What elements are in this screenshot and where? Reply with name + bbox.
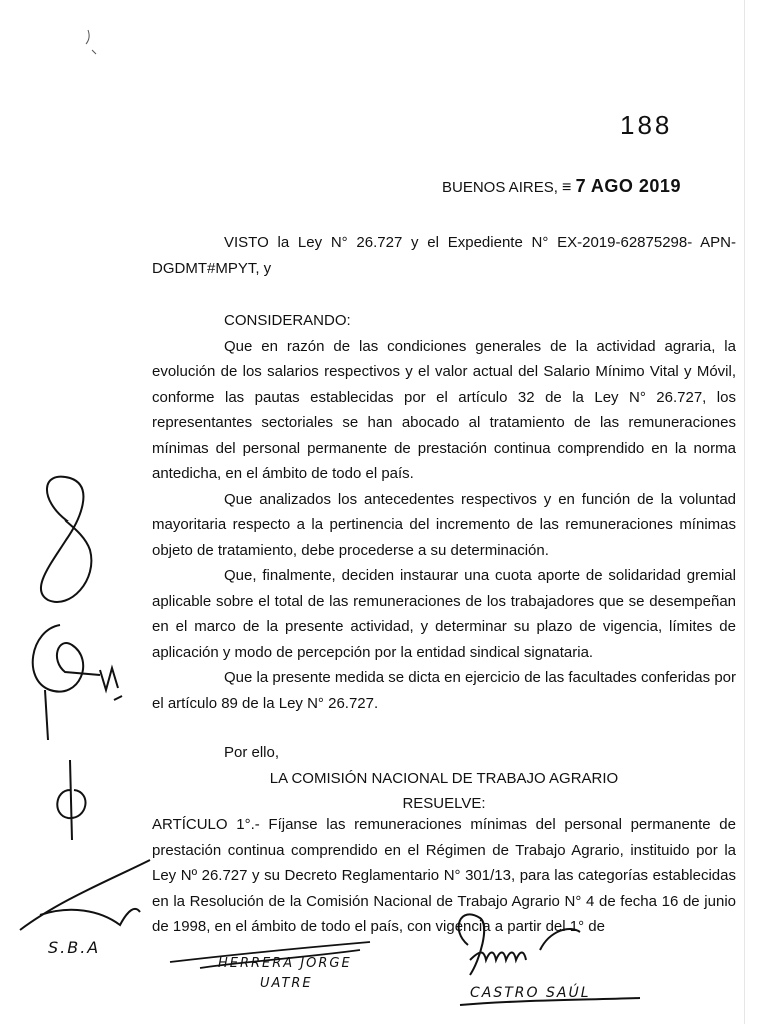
considerando-section [152,308,736,716]
resuelve-heading: RESUELVE: [402,795,486,812]
articulo-1-section [152,812,736,940]
scan-edge-line [744,0,745,1024]
resolution-number: 188 [620,110,673,140]
considerando-paragraph-4: Que la presente medida se dicta en ejercicio de las facultades conferidas por el artículo 89 de la Ley N° 26.727. [152,669,736,712]
visto-paragraph: VISTO la Ley N° 26.727 y el Expediente N° EX-2019-62875298- APN-DGDMT#MPYT, y [152,234,736,277]
signature-1-affiliation: UATRE [260,976,313,991]
signature-2-name: CASTRO SAÚL [470,985,591,1001]
signature-loop-left [33,625,122,740]
resolution-section [152,740,736,817]
stamp-mark: ≡ [562,179,572,196]
signature-phi-mark [57,760,85,840]
considerando-heading: CONSIDERANDO: [224,312,351,329]
scan-speck-mark [86,30,96,54]
visto-section [152,230,736,281]
authority-heading: LA COMISIÓN NACIONAL DE TRABAJO AGRARIO [269,769,619,787]
articulo-1-text: ARTÍCULO 1°.- Fíjanse las remuneraciones mínimas del personal permanente de prestación continua comprendido en el Régimen de Trabajo Agrario, instituido por la Ley Nº 26.727 y su Decreto Reglamentario N° 301/13, para las categorías establecidas en la Resolución de la Comisión Nacional de Trabajo Agrario N° 4 de fecha 16 de junio de 1998, en el ámbito de todo el país, con vigencia a partir del 1° de [152,816,736,935]
place-label: BUENOS AIRES, [442,179,558,196]
signature-long-stroke [20,860,150,930]
place-and-date [442,176,681,197]
date-stamp: 7 AGO 2019 [575,176,681,196]
por-ello-text: Por ello, [224,744,280,761]
initial-mark-eight [41,477,92,602]
considerando-paragraph-1: Que en razón de las condiciones generales de la actividad agraria, la evolución de los salarios respectivos y el valor actual del Salario Mínimo Vital y Móvil, conforme las pautas establecidas por el artículo 32 de la Ley N° 26.727, los representantes sectoriales se han abocado al tratamiento de las remuneraciones mínimas del personal permanente de prestación continua comprendido en la norma antedicha, en el ámbito de todo el país. [152,337,736,482]
considerando-paragraph-2: Que analizados los antecedentes respectivos y en función de la voluntad mayoritaria respecto a la pertinencia del incremento de las remuneraciones mínimas objeto de tratamiento, debe procederse a su determinación. [152,490,736,559]
signature-1-name: HERRERA JORGE [218,956,352,971]
initials-left: S.B.A [48,938,101,957]
considerando-paragraph-3: Que, finalmente, deciden instaurar una cuota aporte de solidaridad gremial aplicable sobre el total de las remuneraciones de los trabajadores que se desempeñan en el marco de la presente actividad, y determinar su plazo de vigencia, límites de aplicación y modo de percepción por la entidad sindical signataria. [152,567,736,661]
